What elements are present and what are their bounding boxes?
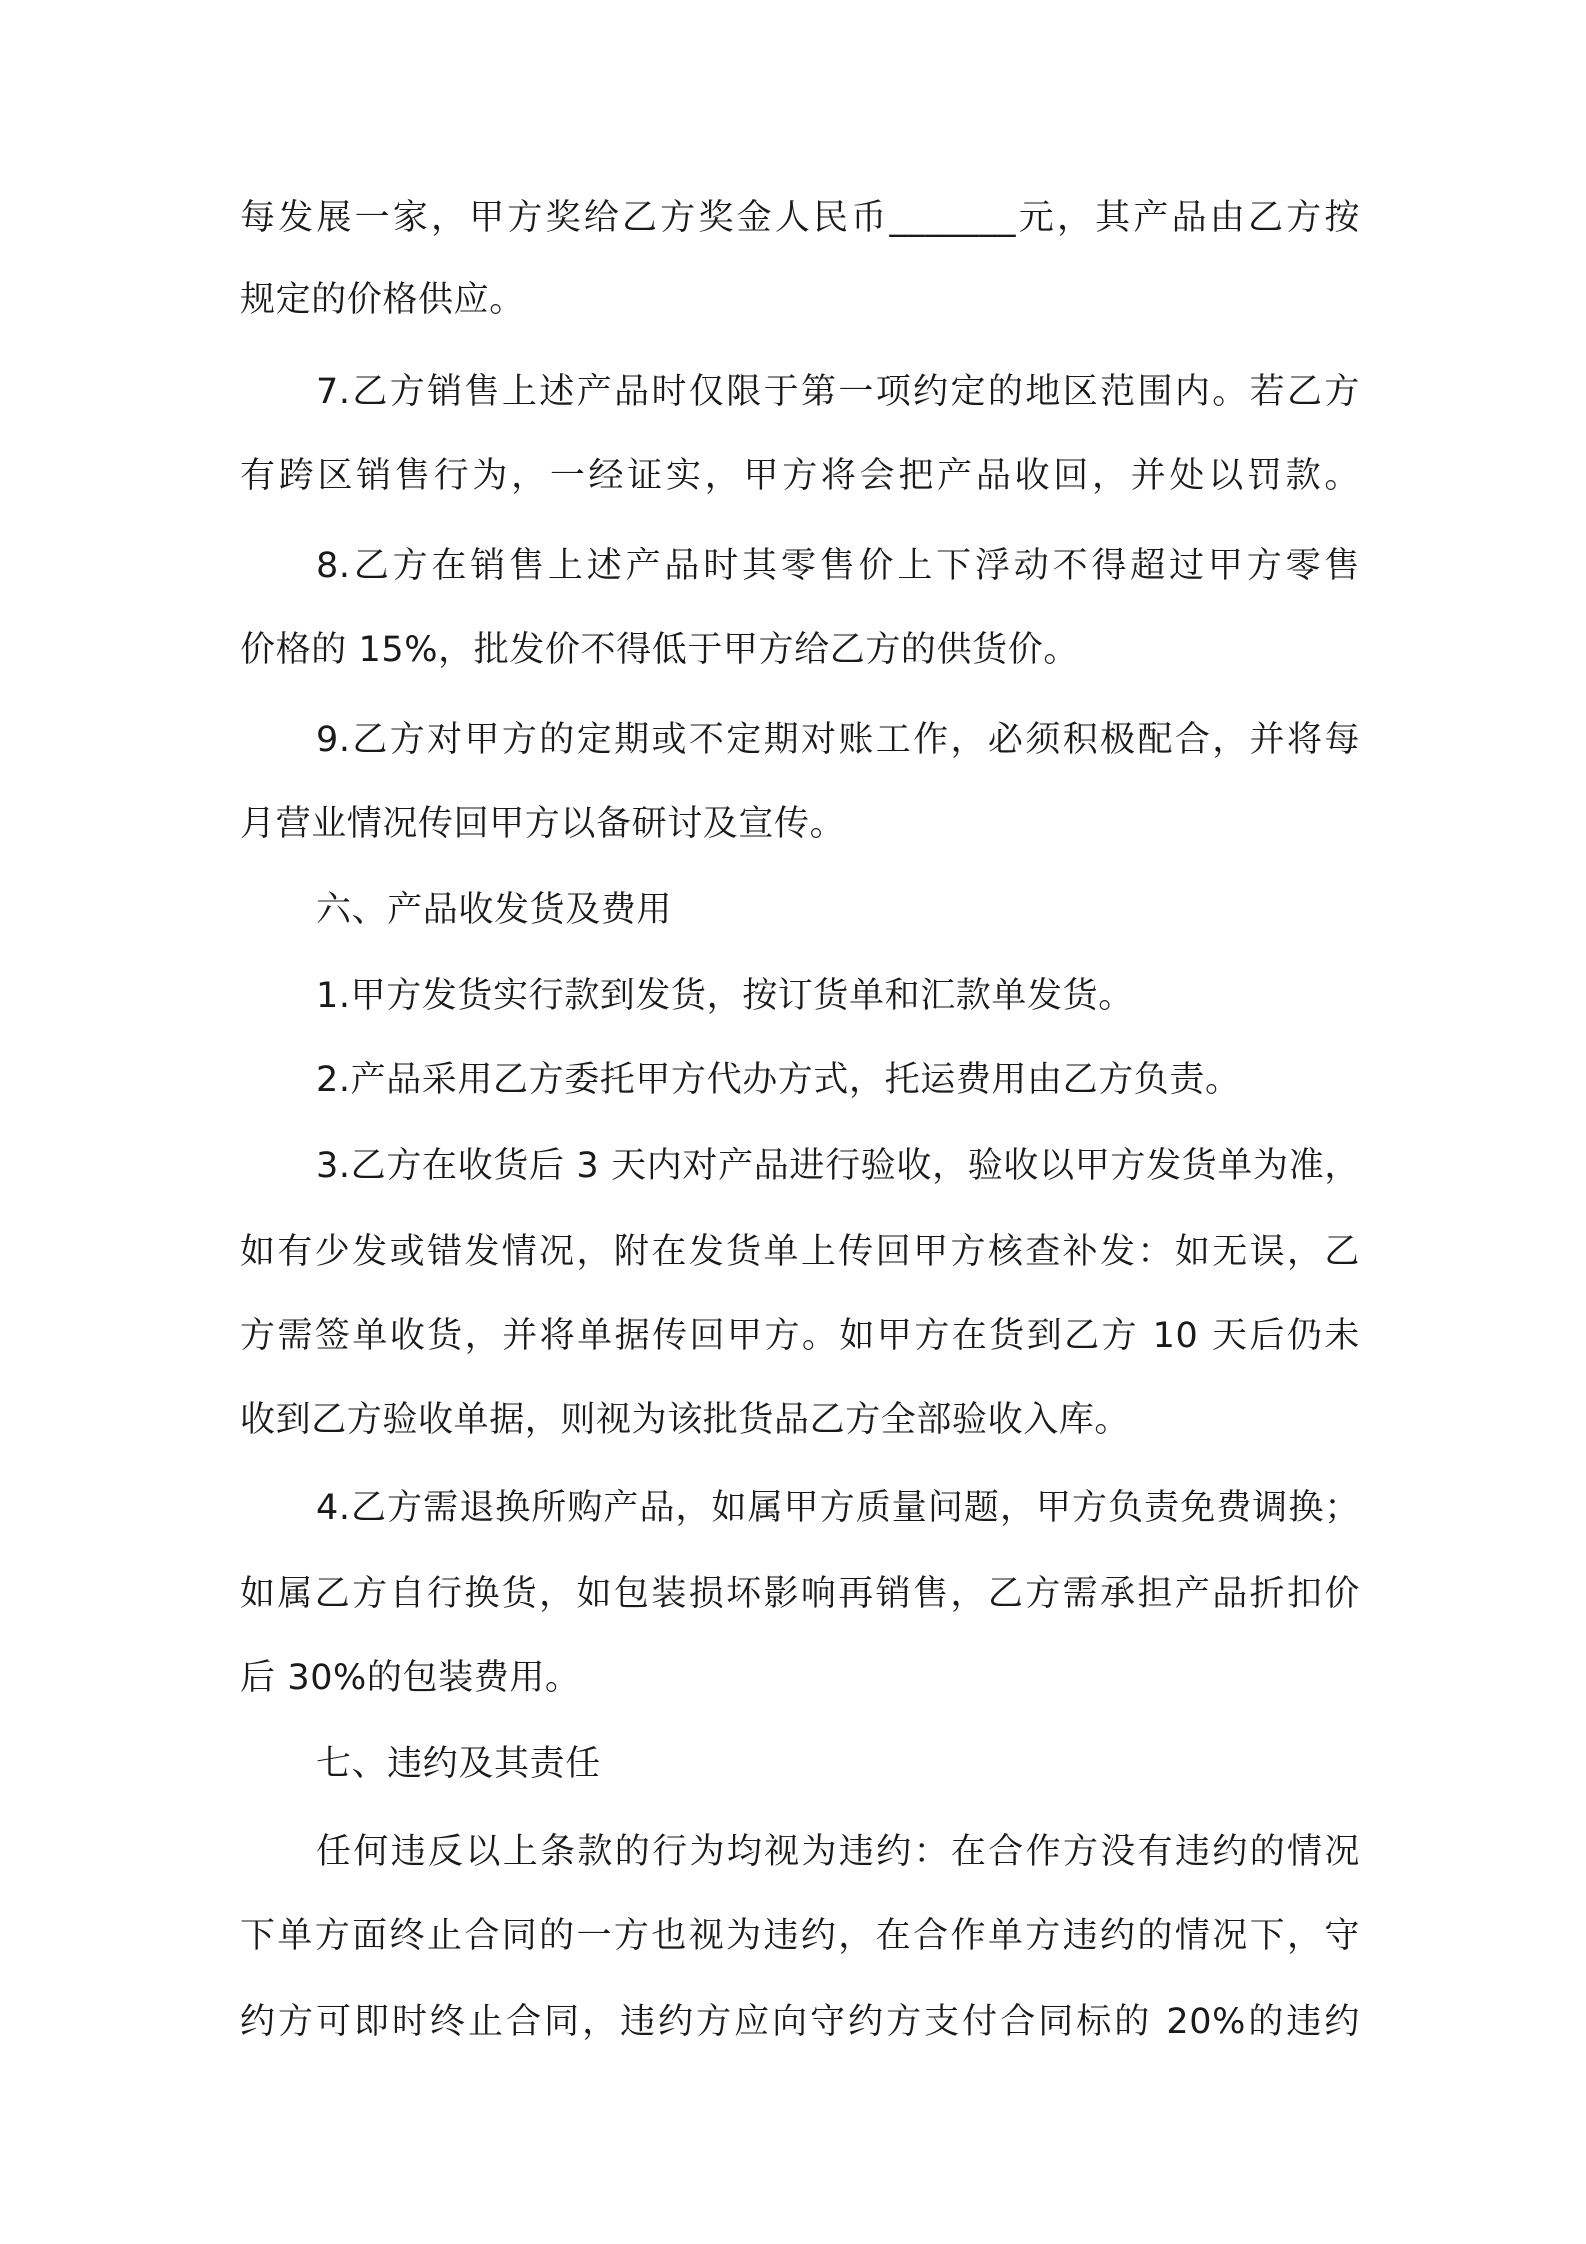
clause-7-line: 有跨区销售行为，一经证实，甲方将会把产品收回，并处以罚款。 — [240, 456, 1360, 496]
shipping-clause-3-line: 3.乙方在收货后 3 天内对产品进行验收，验收以甲方发货单为准， — [316, 1146, 1360, 1186]
shipping-clause-3-line: 收到乙方验收单据，则视为该批货品乙方全部验收入库。 — [240, 1400, 1131, 1440]
shipping-clause-2: 2.产品采用乙方委托甲方代办方式，托运费用由乙方负责。 — [316, 1060, 1241, 1100]
paragraph-line: 规定的价格供应。 — [240, 280, 525, 320]
clause-9-line: 月营业情况传回甲方以备研讨及宣传。 — [240, 804, 846, 844]
shipping-clause-3-line: 方需签单收货，并将单据传回甲方。如甲方在货到乙方 10 天后仍未 — [240, 1316, 1360, 1356]
breach-paragraph-line: 任何违反以上条款的行为均视为违约：在合作方没有违约的情况 — [316, 1832, 1360, 1872]
shipping-clause-3-line: 如有少发或错发情况，附在发货单上传回甲方核查补发：如无误，乙 — [240, 1232, 1360, 1272]
clause-7-line: 7.乙方销售上述产品时仅限于第一项约定的地区范围内。若乙方 — [316, 372, 1360, 412]
clause-9-line: 9.乙方对甲方的定期或不定期对账工作，必须积极配合，并将每 — [316, 720, 1360, 760]
shipping-clause-4-line: 如属乙方自行换货，如包装损坏影响再销售，乙方需承担产品折扣价 — [240, 1574, 1360, 1614]
shipping-clause-4-line: 4.乙方需退换所购产品，如属甲方质量问题，甲方负责免费调换； — [316, 1488, 1360, 1528]
breach-paragraph-line: 下单方面终止合同的一方也视为违约，在合作单方违约的情况下，守 — [240, 1916, 1360, 1956]
shipping-clause-4-line: 后 30%的包装费用。 — [240, 1658, 581, 1698]
clause-8-line: 价格的 15%，批发价不得低于甲方给乙方的供货价。 — [240, 630, 1079, 670]
section-heading-6: 六、产品收发货及费用 — [316, 890, 673, 930]
clause-8-line: 8.乙方在销售上述产品时其零售价上下浮动不得超过甲方零售 — [316, 546, 1360, 586]
section-heading-7: 七、违约及其责任 — [316, 1744, 601, 1784]
paragraph-line: 每发展一家，甲方奖给乙方奖金人民币_______元，其产品由乙方按 — [240, 198, 1360, 238]
shipping-clause-1: 1.甲方发货实行款到发货，按订货单和汇款单发货。 — [316, 976, 1134, 1016]
breach-paragraph-line: 约方可即时终止合同，违约方应向守约方支付合同标的 20%的违约 — [240, 2002, 1360, 2042]
